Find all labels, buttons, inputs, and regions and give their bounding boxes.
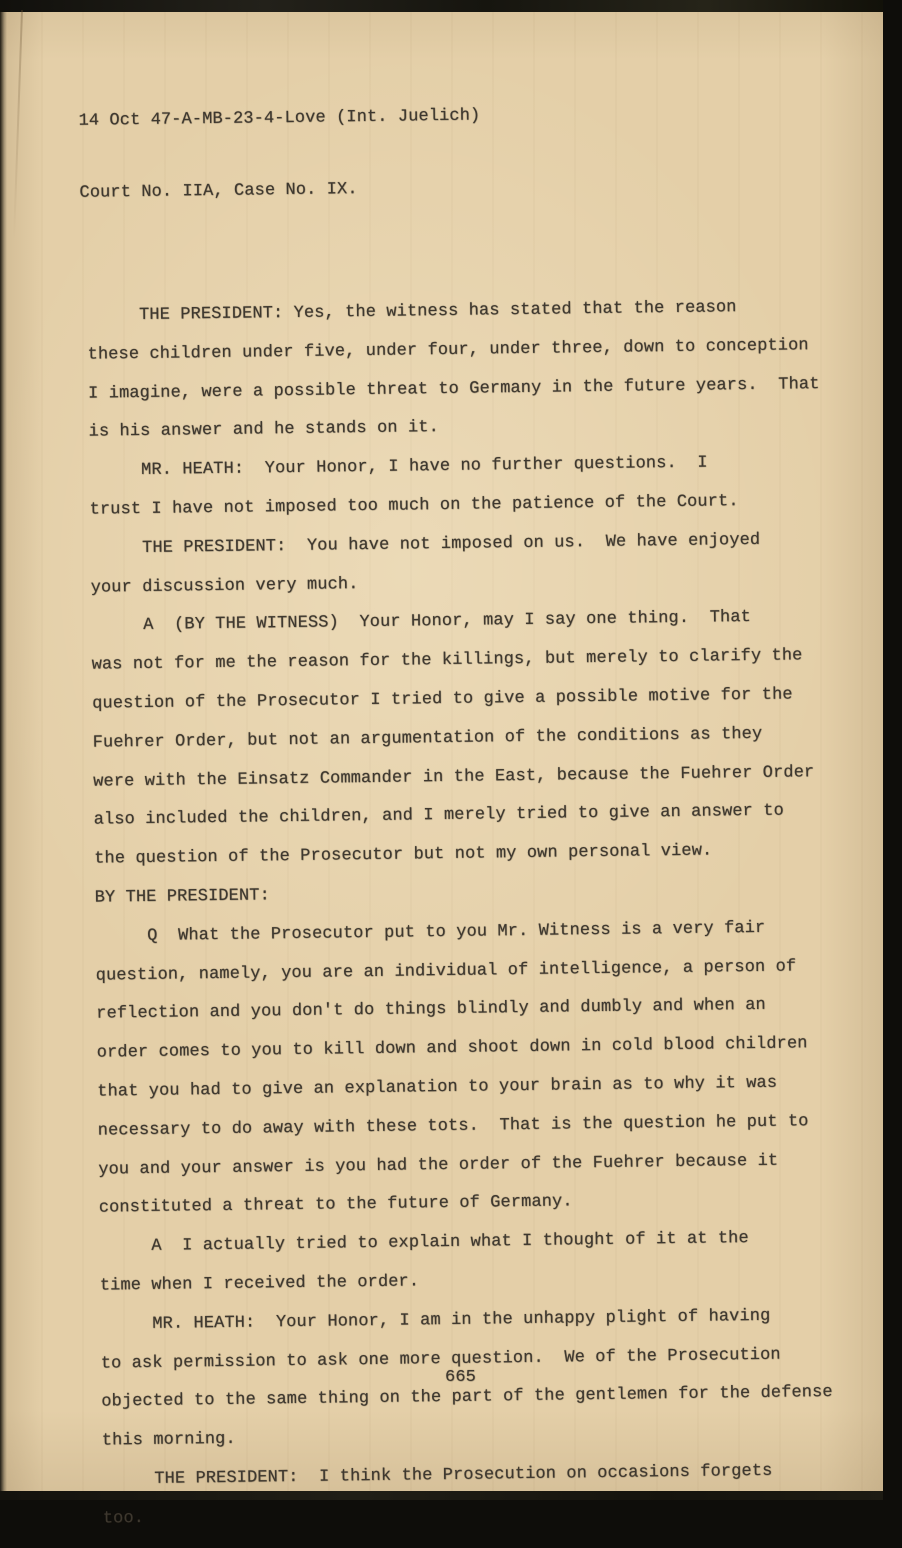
- header-court-line: Court No. IIA, Case No. IX.: [79, 180, 358, 203]
- transcript-line: this morning.: [101, 1429, 236, 1451]
- transcript-line: MR. HEATH: Your Honor, I have no further questions. I: [140, 453, 708, 481]
- transcript-line: too.: [102, 1508, 145, 1529]
- transcript-line: was not for me the reason for the killings, but merely to clarify the: [91, 646, 803, 675]
- transcript-line: THE PRESIDENT: Yes, the witness has stated that the reason: [138, 298, 737, 325]
- transcript-line: constituted a threat to the future of Germany.: [98, 1192, 573, 1218]
- transcript-body: [87, 295, 902, 1547]
- transcript-line: the question of the Prosecutor but not my own personal view.: [94, 841, 713, 869]
- transcript-line: necessary to do away with these tots. That is the question he put to: [97, 1112, 809, 1141]
- transcript-line: I imagine, were a possible threat to Germany in the future years. That: [87, 374, 820, 404]
- transcript-line: question, namely, you are an individual of intelligence, a person of: [95, 956, 797, 986]
- transcript-line: you and your answer is you had the order of the Fuehrer because it: [98, 1151, 779, 1180]
- transcript-line: is his answer and he stands on it.: [88, 418, 439, 443]
- transcript-line: THE PRESIDENT: You have not imposed on us. We have enjoyed: [142, 530, 761, 558]
- transcript-line: question of the Prosecutor I tried to give a possible motive for the: [92, 685, 793, 714]
- transcript-line: BY THE PRESIDENT:: [94, 886, 270, 908]
- transcript-line: time when I received the order.: [99, 1272, 420, 1296]
- transcript-line: THE PRESIDENT: I think the Prosecution on occasions forgets: [154, 1461, 773, 1489]
- header-session-line: 14 Oct 47-A-MB-23-4-Love (Int. Juelich): [78, 106, 481, 131]
- transcript-line: MR. HEATH: Your Honor, I am in the unhappy plight of having: [152, 1306, 771, 1334]
- transcript-line: your discussion very much.: [90, 574, 359, 598]
- transcript-line: order comes to you to kill down and shoot down in cold blood children: [96, 1034, 808, 1063]
- transcript-line: reflection and you don't do things blindly and dumbly and when an: [96, 996, 766, 1024]
- transcript-line: trust I have not imposed too much on the patience of the Court.: [89, 492, 739, 520]
- transcript-line: A I actually tried to explain what I thought of it at the: [151, 1229, 749, 1257]
- transcript-line: these children under five, under four, under three, down to conception: [87, 336, 809, 365]
- transcript-line: also included the children, and I merely tried to give an answer to: [93, 801, 784, 830]
- document-header: [78, 51, 885, 254]
- transcript-line: to ask permission to ask one more question. We of the Prosecution: [100, 1345, 781, 1374]
- transcript-line: that you had to give an explanation to your brain as to why it was: [97, 1073, 778, 1102]
- page-number: 665: [445, 1368, 476, 1387]
- transcript-line: A (BY THE WITNESS) Your Honor, may I say one thing. That: [143, 608, 752, 636]
- scan-edge-bottom: [0, 1491, 883, 1500]
- transcript-line: were with the Einsatz Commander in the East, because the Fuehrer Order: [93, 762, 815, 792]
- transcript-line: Q What the Prosecutor put to you Mr. Witness is a very fair: [147, 918, 766, 946]
- transcript-line: Fuehrer Order, but not an argumentation of the conditions as they: [92, 724, 763, 753]
- transcript-line: objected to the same thing on the part of the gentlemen for the defense: [101, 1383, 833, 1412]
